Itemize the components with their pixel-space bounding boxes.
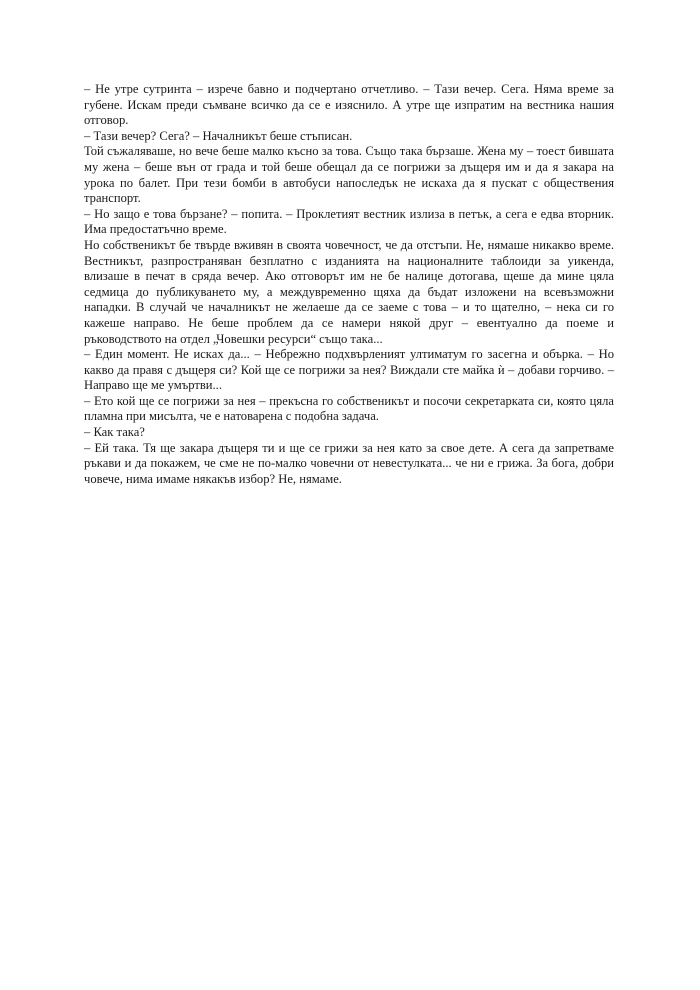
paragraph-3: Той съжаляваше, но вече беше малко късно за това. Също така бързаше. Жена му – тоест бившата му жена – беше вън от града и той беше обещал да се погрижи за дъщеря им и да я закара на урока по балет. При тези бомби в автобуси напоследък не искаха да я пускат с обществения транспорт. [84, 144, 614, 206]
paragraph-6: – Един момент. Не исках да... – Небрежно подхвърленият ултиматум го засегна и обърка. – Но какво да правя с дъщеря си? Кой ще се погрижи за нея? Виждали сте майка ѝ – добави горчиво. – Направо ще ме умъртви... [84, 347, 614, 393]
paragraph-2: – Тази вечер? Сега? – Началникът беше стъписан. [84, 128, 353, 143]
body-text [84, 82, 614, 487]
paragraph-7: – Ето кой ще се погрижи за нея – прекъсна го собственикът и посочи секретарката си, която цяла пламна при мисълта, че е натоварена с подобна задача. [84, 393, 614, 424]
paragraph-9: – Ей така. Тя ще закара дъщеря ти и ще се грижи за нея като за свое дете. А сега да запретваме ръкави и да покажем, че сме не по-малко човечни от невестулката... че ни е грижа. За бога, добри човече, нима имаме някакъв избор? Не, нямаме. [84, 440, 614, 486]
paragraph-5: Но собственикът бе твърде вживян в своята човечност, че да отстъпи. Не, нямаше никакво време. Вестникът, разпространяван безплатно с изданията на националните таблоиди за уикенда, влизаше в печат в сряда вечер. Ако отговорът им не бе налице дотогава, щеше да мине цяла седмица до публикуването му, а междувременно щяха да бъдат изложени на всевъзможни нападки. В случай че началникът не желаеше да се заеме с това – и то щателно, – нека си го кажеше направо. Не беше проблем да се намери някой друг – евентуално да поеме и ръководството на отдел „Човешки ресурси“ също така... [84, 237, 614, 346]
paragraph-8: – Как така? [84, 425, 145, 440]
paragraph-1: – Не утре сутринта – изрече бавно и подчертано отчетливо. – Тази вечер. Сега. Няма време за губене. Искам преди съмване всичко да се е изяснило. А утре ще изпратим на вестника нашия отговор. [84, 82, 614, 128]
paragraph-4: – Но защо е това бързане? – попита. – Проклетият вестник излиза в петък, а сега е едва вторник. Има предостатъчно време. [84, 206, 614, 237]
